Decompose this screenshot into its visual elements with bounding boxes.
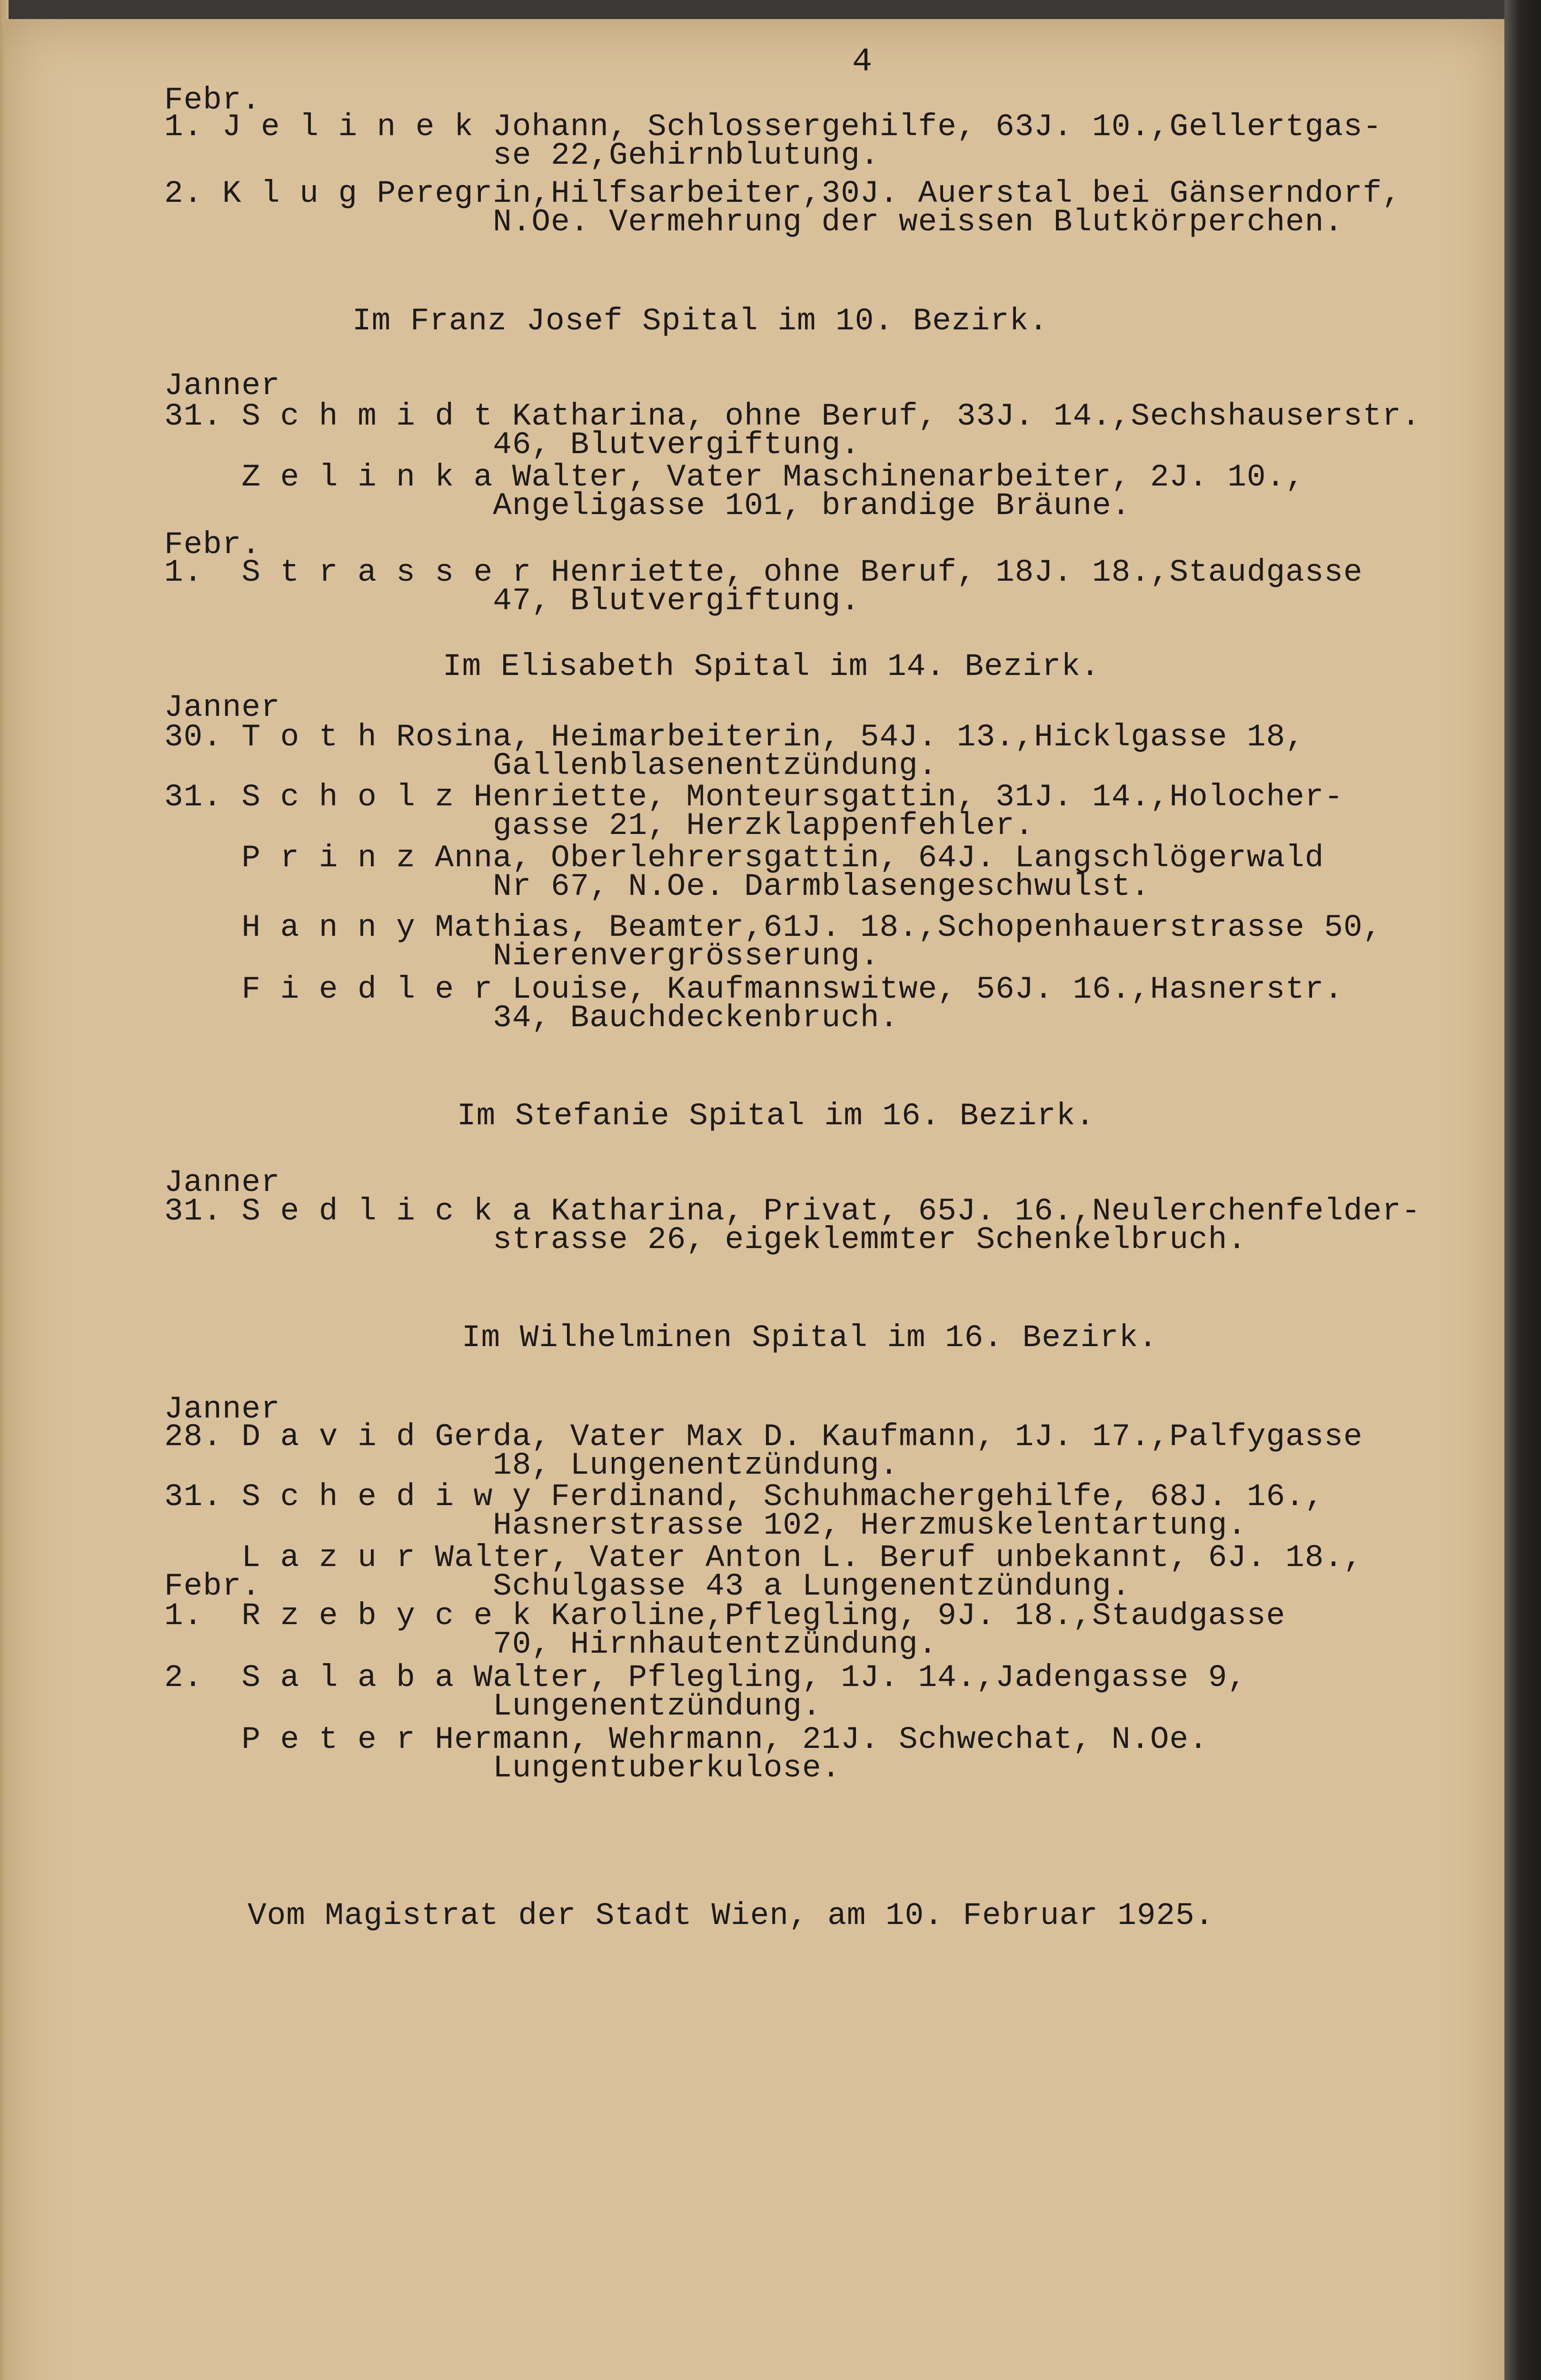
- entry-line: 2. S a l a b a Walter, Pflegling, 1J. 14.,Jadengasse 9,: [164, 1660, 1247, 1696]
- entry-line: 18, Lungenentzündung.: [164, 1448, 899, 1483]
- entry-line: 1. J e l i n e k Johann, Schlossergehilfe, 63J. 10.,Gellertgas-: [164, 109, 1382, 145]
- entry-line: 28. D a v i d Gerda, Vater Max D. Kaufmann, 1J. 17.,Palfygasse: [164, 1419, 1363, 1455]
- month-label: Janner: [164, 690, 280, 725]
- section-heading: Im Wilhelminen Spital im 16. Bezirk.: [462, 1320, 1158, 1356]
- entry-line: 2. K l u g Peregrin,Hilfsarbeiter,30J. Auerstal bei Gänserndorf,: [164, 176, 1402, 211]
- footer-signature-line: Vom Magistrat der Stadt Wien, am 10. Februar 1925.: [248, 1898, 1214, 1934]
- entry-line: 31. S c h o l z Henriette, Monteursgattin, 31J. 14.,Holocher-: [164, 779, 1343, 815]
- entry-line: 1. S t r a s s e r Henriette, ohne Beruf, 18J. 18.,Staudgasse: [164, 555, 1363, 590]
- month-label: Janner: [164, 368, 280, 404]
- entry-line: Nr 67, N.Oe. Darmblasengeschwulst.: [164, 869, 1150, 904]
- entry-line: F i e d l e r Louise, Kaufmannswitwe, 56J. 16.,Hasnerstr.: [164, 972, 1343, 1007]
- entry-line: Febr. Schulgasse 43 a Lungenentzündung.: [164, 1568, 1131, 1604]
- entry-line: 31. S c h e d i w y Ferdinand, Schuhmachergehilfe, 68J. 16.,: [164, 1479, 1324, 1515]
- entry-line: Angeligasse 101, brandige Bräune.: [164, 488, 1131, 524]
- entry-line: Lungentuberkulose.: [164, 1750, 841, 1786]
- entry-line: Z e l i n k a Walter, Vater Maschinenarbeiter, 2J. 10.,: [164, 459, 1305, 495]
- entry-line: P r i n z Anna, Oberlehrersgattin, 64J. Langschlögerwald: [164, 840, 1324, 876]
- month-label: Febr.: [164, 82, 261, 118]
- page-number: 4: [852, 43, 873, 81]
- entry-line: 31. S e d l i c k a Katharina, Privat, 65J. 16.,Neulerchenfelder-: [164, 1193, 1421, 1229]
- entry-line: strasse 26, eigeklemmter Schenkelbruch.: [164, 1222, 1247, 1258]
- entry-line: 46, Blutvergiftung.: [164, 427, 860, 463]
- entry-line: N.Oe. Vermehrung der weissen Blutkörperchen.: [164, 204, 1343, 240]
- entry-line: Gallenblasenentzündung.: [164, 748, 938, 783]
- entry-line: 70, Hirnhautentzündung.: [164, 1626, 938, 1662]
- entry-line: 31. S c h m i d t Katharina, ohne Beruf, 33J. 14.,Sechshauserstr.: [164, 398, 1421, 434]
- entry-line: H a n n y Mathias, Beamter,61J. 18.,Schopenhauerstrasse 50,: [164, 910, 1382, 945]
- entry-line: Hasnerstrasse 102, Herzmuskelentartung.: [164, 1507, 1247, 1543]
- entry-line: Lungenentzündung.: [164, 1688, 822, 1724]
- section-heading: Im Franz Josef Spital im 10. Bezirk.: [352, 303, 1048, 339]
- month-label: Janner: [164, 1165, 280, 1200]
- entry-line: Nierenvergrösserung.: [164, 938, 880, 974]
- month-label: Febr.: [164, 527, 261, 563]
- section-heading: Im Stefanie Spital im 16. Bezirk.: [457, 1098, 1095, 1134]
- entry-line: P e t e r Hermann, Wehrmann, 21J. Schwechat, N.Oe.: [164, 1722, 1208, 1757]
- entry-line: 1. R z e b y c e k Karoline,Pflegling, 9J. 18.,Staudgasse: [164, 1598, 1286, 1634]
- entry-line: 30. T o t h Rosina, Heimarbeiterin, 54J. 13.,Hicklgasse 18,: [164, 719, 1305, 755]
- entry-line: 47, Blutvergiftung.: [164, 583, 860, 619]
- entry-line: 34, Bauchdeckenbruch.: [164, 1000, 899, 1036]
- entry-line: se 22,Gehirnblutung.: [164, 138, 880, 173]
- month-label: Janner: [164, 1391, 280, 1427]
- entry-line: gasse 21, Herzklappenfehler.: [164, 808, 1034, 843]
- entry-line: L a z u r Walter, Vater Anton L. Beruf unbekannt, 6J. 18.,: [164, 1540, 1363, 1576]
- section-heading: Im Elisabeth Spital im 14. Bezirk.: [443, 649, 1100, 684]
